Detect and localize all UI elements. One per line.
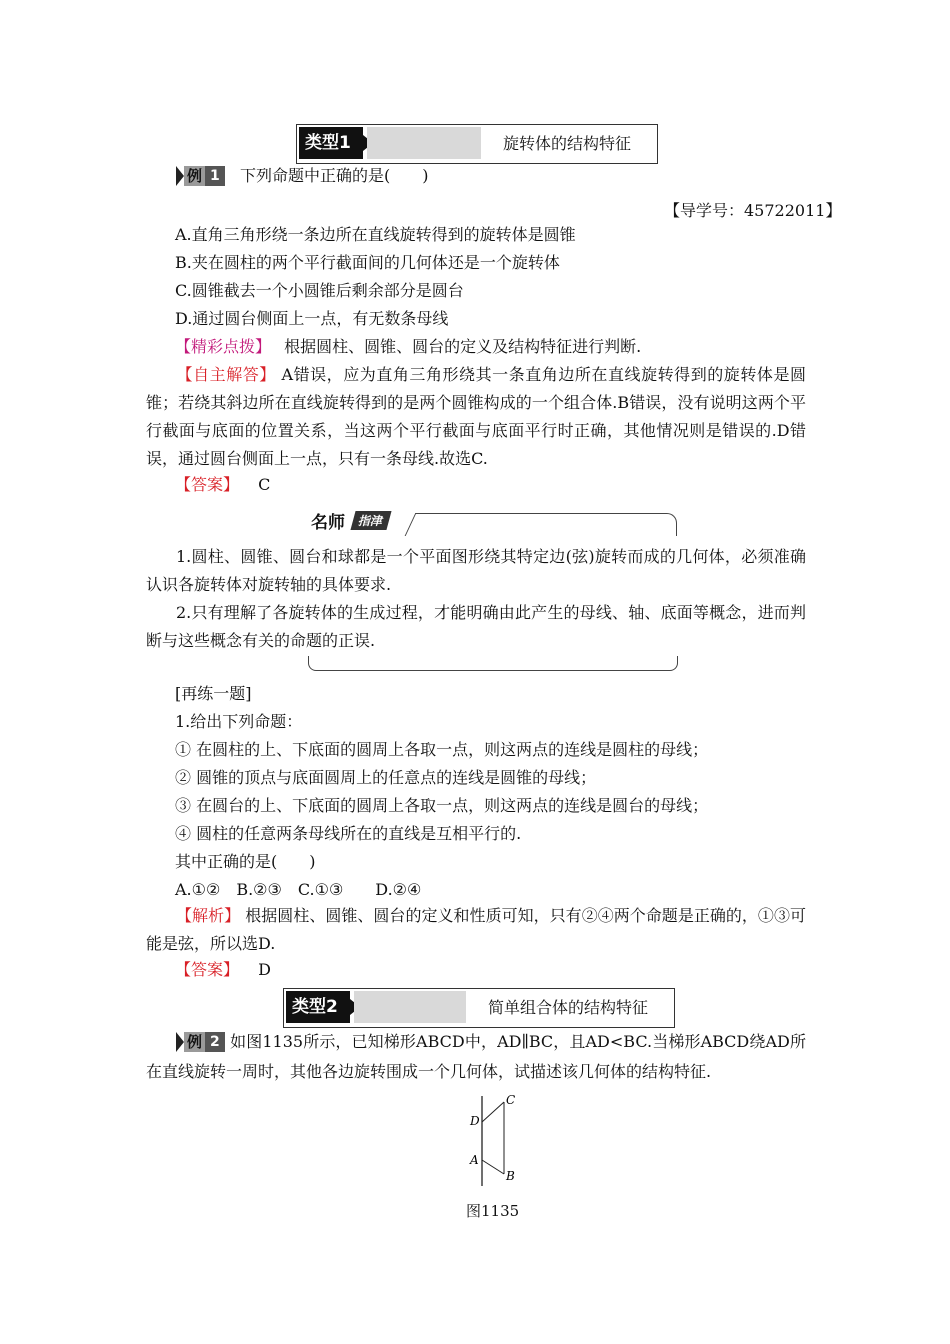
edge-ab bbox=[482, 1160, 504, 1174]
practice-item-1: ① 在圆柱的上、下底面的圆周上各取一点，则这两点的连线是圆柱的母线； bbox=[175, 740, 709, 759]
example-number: 1 bbox=[205, 166, 225, 186]
analysis-label: 【解析】 bbox=[176, 906, 241, 925]
section-header-type1 bbox=[296, 124, 658, 164]
practice-item-3: ③ 在圆台的上、下底面的圆周上各取一点，则这两点的连线是圆台的母线； bbox=[175, 796, 709, 815]
teacher-guide-title bbox=[311, 508, 421, 534]
guide-point-2 bbox=[146, 599, 806, 655]
guide-point-1-text: 1.圆柱、圆锥、圆台和球都是一个平面图形绕其特定边(弦)旋转而成的几何体，必须准确认识各旋转体对旋转轴的具体要求. bbox=[146, 547, 806, 594]
practice-ask: 其中正确的是( ) bbox=[175, 852, 316, 871]
type-tag-bar bbox=[367, 127, 481, 159]
label-d: D bbox=[470, 1114, 480, 1128]
answer-label: 【答案】 bbox=[175, 960, 240, 979]
practice-item-4: ④ 圆柱的任意两条母线所在的直线是互相平行的. bbox=[175, 824, 522, 843]
option-a: A.直角三角形绕一条边所在直线旋转得到的旋转体是圆锥 bbox=[175, 225, 576, 244]
practice-choices: A.①② B.②③ C.①③ D.②④ bbox=[175, 880, 422, 899]
analysis-text: 根据圆柱、圆锥、圆台的定义和性质可知，只有②④两个命题是正确的，①③可能是弦，所以选D. bbox=[146, 906, 806, 953]
option-d: D.通过圆台侧面上一点，有无数条母线 bbox=[175, 309, 449, 328]
arrow-icon bbox=[176, 166, 184, 186]
hint-line bbox=[175, 337, 641, 357]
example-label: 例 bbox=[184, 166, 205, 186]
section-title: 简单组合体的结构特征 bbox=[488, 998, 649, 1017]
type-tag: 类型1 bbox=[299, 127, 363, 159]
analysis-paragraph bbox=[146, 902, 806, 958]
teacher-guide-title-pill: 指津 bbox=[350, 511, 391, 530]
practice-heading: [再练一题] bbox=[175, 684, 252, 703]
section-header-type2 bbox=[283, 988, 675, 1028]
example-badge bbox=[176, 166, 225, 186]
trapezoid-figure bbox=[464, 1090, 530, 1190]
type-tag-bar bbox=[354, 991, 466, 1023]
label-b: B bbox=[506, 1169, 515, 1183]
practice-question: 1.给出下列命题： bbox=[175, 712, 303, 731]
answer-line-1 bbox=[175, 475, 270, 495]
option-c: C.圆锥截去一个小圆锥后剩余部分是圆台 bbox=[175, 281, 464, 300]
type-tag: 类型2 bbox=[286, 991, 350, 1023]
answer-line-2 bbox=[175, 960, 271, 980]
frame-top bbox=[420, 513, 677, 536]
solution-label: 【自主解答】 bbox=[176, 365, 276, 384]
solution-text: A错误，应为直角三角形绕其一条直角边所在直线旋转得到的旋转体是圆锥；若绕其斜边所在直线旋转得到的是两个圆锥构成的一个组合体.B错误，没有说明这两个平行截面与底面的位置关系，当这两个平行截面与底面平行时正确，其他情况则是错误的.D错误，通过圆台侧面上一点，只有一条母线.故选C. bbox=[146, 365, 806, 468]
section-title: 旋转体的结构特征 bbox=[503, 134, 632, 153]
option-b: B.夹在圆柱的两个平行截面间的几何体还是一个旋转体 bbox=[175, 253, 560, 272]
hint-text: 根据圆柱、圆锥、圆台的定义及结构特征进行判断. bbox=[284, 337, 642, 356]
example-question: 下列命题中正确的是( ) bbox=[240, 166, 429, 185]
label-a: A bbox=[470, 1153, 479, 1167]
guide-point-1 bbox=[146, 543, 806, 599]
example-label: 例 bbox=[184, 1032, 205, 1052]
example2-text bbox=[146, 1027, 806, 1087]
edge-dc bbox=[482, 1102, 504, 1122]
answer-label: 【答案】 bbox=[175, 475, 240, 494]
answer-value: D bbox=[258, 960, 271, 979]
guide-number: 【导学号：45722011】 bbox=[664, 201, 842, 220]
figure-caption: 图1135 bbox=[466, 1202, 520, 1220]
frame-bottom bbox=[308, 656, 678, 671]
label-c: C bbox=[506, 1093, 516, 1107]
answer-value: C bbox=[258, 475, 271, 494]
hint-label: 【精彩点拨】 bbox=[175, 337, 272, 356]
guide-point-2-text: 2.只有理解了各旋转体的生成过程，才能明确由此产生的母线、轴、底面等概念，进而判断与这些概念有关的命题的正误. bbox=[146, 603, 806, 650]
example-number: 2 bbox=[205, 1032, 225, 1052]
solution-paragraph bbox=[146, 361, 806, 473]
example2-text-body: 如图1135所示，已知梯形ABCD中，AD∥BC，且AD<BC.当梯形ABCD绕AD所在直线旋转一周时，其他各边旋转围成一个几何体，试描述该几何体的结构特征. bbox=[146, 1032, 806, 1081]
teacher-guide-title-main: 名师 bbox=[311, 513, 345, 533]
practice-item-2: ② 圆锥的顶点与底面圆周上的任意点的连线是圆锥的母线； bbox=[175, 768, 597, 787]
